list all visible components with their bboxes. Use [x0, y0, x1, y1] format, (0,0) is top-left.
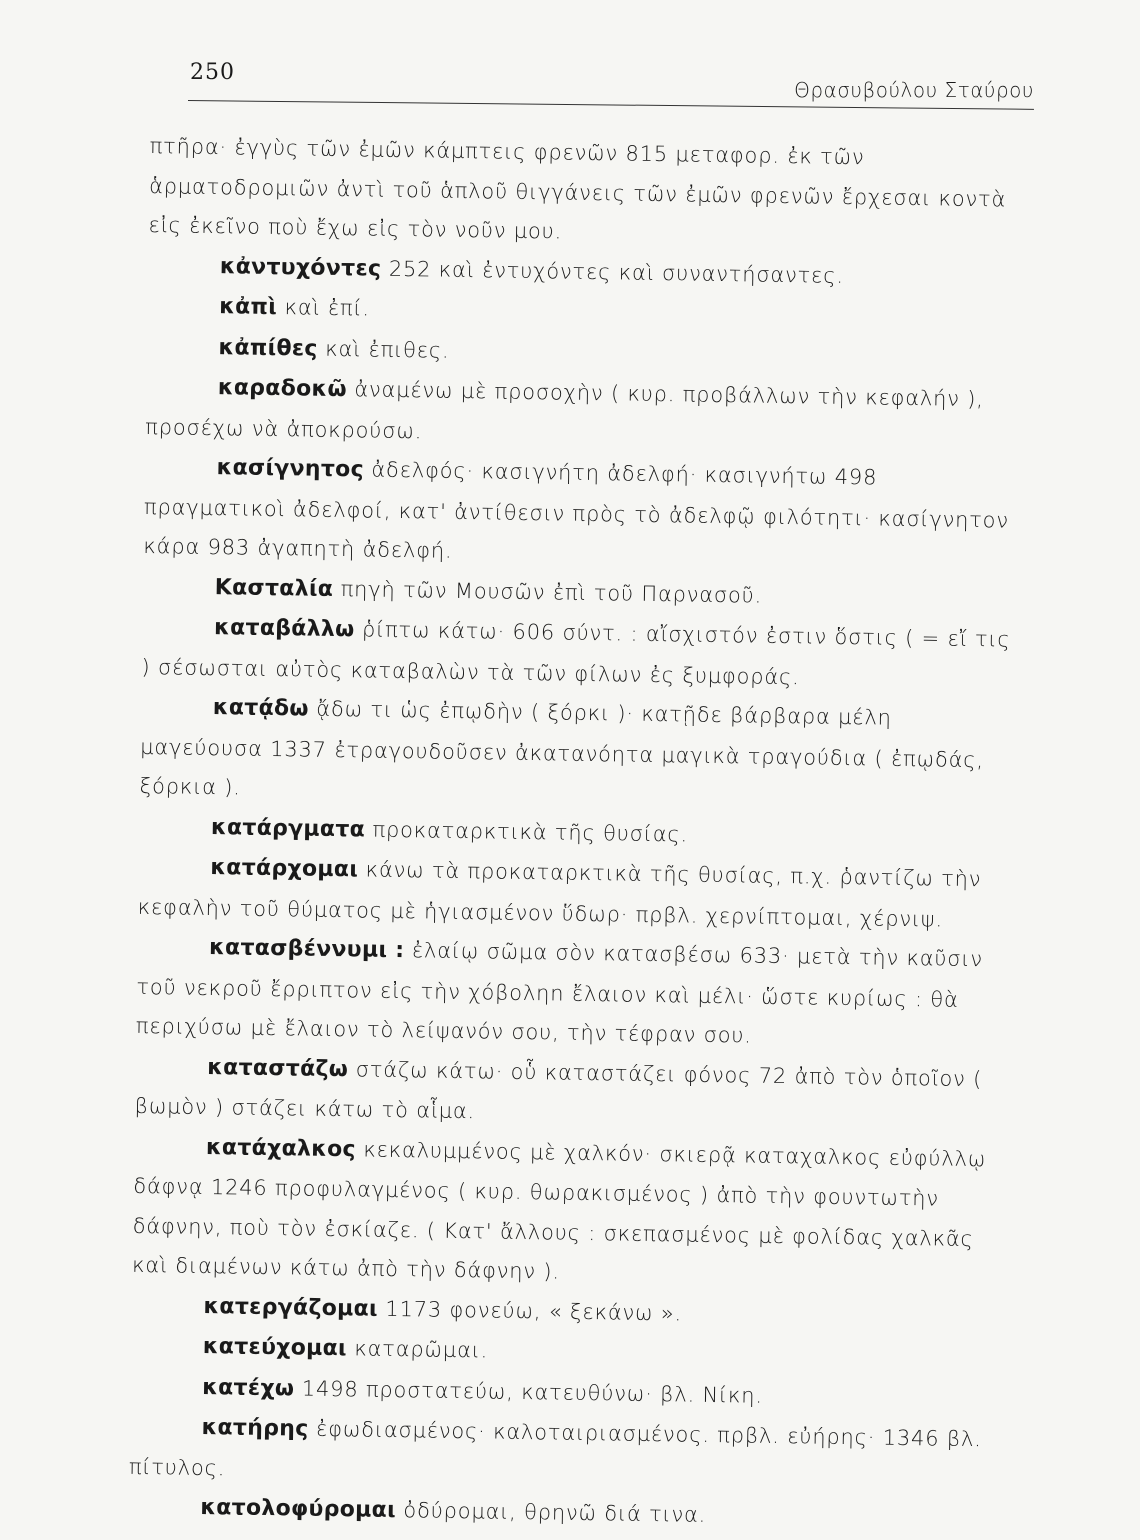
entry-headword: κατάργματα: [210, 814, 366, 842]
entry-text: καὶ ἐπιθες.: [325, 336, 450, 363]
entry-text: κεκαλυμμένος μὲ χαλκόν· σκιερᾷ καταχαλκος εὐφύλλῳ δάφνᾳ 1246 προφυλαγμένος ( κυρ. θωρακισμένος ) ἀπὸ τὴν φουντωτὴν δάφνην, ποὺ τὸν ἐσκίαζε. ( Κατ' ἄλλους : σκεπασμένος μὲ φολίδας χαλκᾶς καὶ διαμένων κάτω ἀπὸ τὴν δάφνην ).: [131, 1136, 987, 1284]
entry-headword: κατήρης: [201, 1414, 309, 1442]
entry-text: ἐφωδιασμένος· καλοταιριασμένος. πρβλ. εὐήρης· 1346 βλ. πίτυλος.: [128, 1416, 982, 1480]
dictionary-entries: [128, 126, 1030, 1540]
entry-text: ἀναμένω μὲ προσοχὴν ( κυρ. προβάλλων τὴν κεφαλήν ), προσέχω νὰ ἀποκρούσω.: [145, 377, 984, 443]
entry: [145, 366, 1026, 460]
entry-headword: κατολοφύρομαι: [200, 1494, 397, 1524]
entry: [143, 446, 1025, 579]
entry-headword: κατέχω: [202, 1374, 295, 1401]
entry: [132, 1125, 1014, 1298]
entry: [141, 606, 1022, 700]
entry: [139, 686, 1021, 819]
entry-headword: καταβάλλω: [213, 615, 355, 643]
entry-text: 252 καὶ ἐντυχόντες καὶ συναντήσαντες.: [388, 256, 844, 288]
entry-headword: κατεργάζομαι: [203, 1293, 379, 1322]
entry-text: στάζω κάτω· οὗ καταστάζει φόνος 72 ἀπὸ τὸν ὁποῖον ( βωμὸν ) στάζει κάτω τὸ αἷμα.: [134, 1056, 983, 1124]
entry-headword: κατεύχομαι: [202, 1333, 348, 1362]
entry-text: πηγὴ τῶν Μουσῶν ἐπὶ τοῦ Παρνασοῦ.: [340, 576, 763, 608]
page-header: [188, 60, 1034, 120]
entry-headword: Κασταλία: [214, 574, 334, 602]
entry: [134, 1045, 1015, 1139]
entry-text: καταρῶμαι.: [354, 1336, 489, 1363]
entry-text: ἐλαίῳ σῶμα σὸν κατασβέσω 633· μετὰ τὴν καῦσιν τοῦ νεκροῦ ἔρριπτον εἰς τὴν χόβοληn ἔλαιον καὶ μέλι· ὥστε κυρίως : θὰ περιχύσω μὲ ἔλαιον τὸ λείψανόν σου, τὴν τέφραν σου.: [135, 938, 984, 1048]
entry-headword: κασίγνητος: [216, 455, 365, 483]
entry: [136, 926, 1018, 1059]
entry: [137, 846, 1018, 940]
entry-text: κάνω τὰ προκαταρκτικὰ τῆς θυσίας, π.χ. ῥαντίζω τὴν κεφαλὴν τοῦ θύματος μὲ ἡγιασμένον ὕδωρ· πρβλ. χερνίπτομαι, χέρνιψ.: [137, 857, 982, 932]
entry-headword: κατασβέννυμι :: [208, 935, 405, 964]
page-number: 250: [190, 60, 235, 85]
entry-headword: καταστάζω: [207, 1054, 349, 1082]
entry-text: πτῆρα· ἐγγὺς τῶν ἐμῶν κάμπτεις φρενῶν 815 μεταφορ. ἐκ τῶν ἁρματοδρομιῶν ἀντὶ τοῦ ἁπλοῦ θιγγάνεις τῶν ἐμῶν φρενῶν ἔρχεσαι κοντὰ εἰς ἐκεῖνο ποὺ ἔχω εἰς τὸν νοῦν μου.: [148, 133, 1007, 244]
entry-headword: κἀπὶ: [218, 294, 278, 321]
entry-text: ὀδύρομαι, θρηνῶ διά τινα.: [403, 1498, 707, 1527]
entry-text: προκαταρκτικὰ τῆς θυσίας.: [372, 817, 689, 847]
entry-continuation: [148, 126, 1030, 258]
entry-headword: κἀπίθες: [218, 334, 318, 362]
entry: [129, 1406, 1010, 1500]
entry-headword: καραδοκῶ: [217, 375, 348, 403]
entry-text: καὶ ἐπί.: [284, 295, 371, 321]
entry-headword: κατάχαλκος: [205, 1134, 357, 1162]
entry-text: 1498 προστατεύω, κατευθύνω· βλ. Νίκη.: [301, 1376, 763, 1408]
entry-text: 1173 φονεύω, « ξεκάνω ».: [385, 1296, 683, 1326]
entry-headword: κατᾴδω: [212, 695, 309, 722]
entry-headword: κἀντυχόντες: [219, 253, 382, 282]
entry-headword: κατάρχομαι: [210, 855, 359, 883]
entry-text: ἀδελφός· κασιγνήτη ἀδελφή· κασιγνήτω 498 πραγματικοὶ ἀδελφοί, κατ' ἀντίθεσιν πρὸς τὸ ἀδελφῷ φιλότητι· κασίγνητον κάρα 983 ἀγαπητὴ ἀδελφή.: [143, 457, 1010, 563]
running-head: Θρασυβούλου Σταύρου: [794, 78, 1034, 102]
entry-text: ᾄδω τι ὡς ἐπῳδὴν ( ξόρκι )· κατῇδε βάρβαρα μέλη μαγεύουσα 1337 ἐτραγουδοῦσεν ἀκατανόητα μαγικὰ τραγούδια ( ἐπῳδάς, ξόρκια ).: [139, 696, 985, 800]
entry-text: ῥίπτω κάτω· 606 σύντ. : αἴσχιστόν ἐστιν ὅστις ( = εἴ τις ) σέσωσται αὐτὸς καταβαλὼν τὰ τῶν φίλων ἐς ξυμφοράς.: [141, 617, 1011, 689]
